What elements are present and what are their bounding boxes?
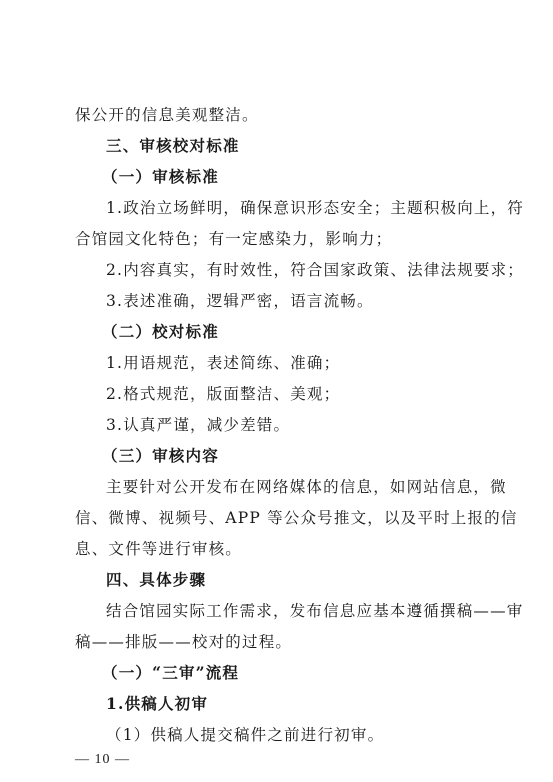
subsection-heading: （一）审核标准 (102, 167, 219, 186)
body-text-line: 结合馆园实际工作需求，发布信息应基本遵循撰稿——审 (106, 602, 524, 620)
body-text-line: 息、文件等进行审核。 (75, 540, 243, 558)
body-text-line: 1.政治立场鲜明，确保意识形态安全；主题积极向上，符 (106, 199, 524, 217)
body-text-line: （1）供稿人提交稿件之前进行初审。 (106, 726, 385, 744)
body-text-line: 3.表述准确，逻辑严密，语言流畅。 (106, 292, 374, 310)
body-text-line: 2.内容真实，有时效性，符合国家政策、法律法规要求； (106, 261, 524, 279)
body-text-line: 稿——排版——校对的过程。 (75, 633, 293, 651)
section-heading: 三、审核校对标准 (106, 137, 240, 155)
body-text-line: 1.用语规范，表述简练、准确； (106, 354, 341, 372)
body-text-line: 合馆园文化特色；有一定感染力，影响力； (75, 230, 393, 248)
page-number: — 10 — (75, 752, 130, 767)
section-heading: 四、具体步骤 (106, 571, 207, 589)
body-text-line: 信、微博、视频号、APP 等公众号推文，以及平时上报的信 (75, 509, 518, 527)
body-text-line: 主要针对公开发布在网络媒体的信息，如网站信息，微 (106, 478, 507, 496)
body-text-line: 保公开的信息美观整洁。 (75, 106, 259, 124)
subsection-heading: （二）校对标准 (102, 322, 219, 341)
subsection-heading: （三）审核内容 (102, 446, 219, 465)
body-text-line: 2.格式规范，版面整洁、美观； (106, 385, 341, 403)
sub-item-heading: 1.供稿人初审 (106, 694, 209, 713)
subsection-heading: （一）“三审”流程 (102, 663, 240, 682)
body-text-line: 3.认真严谨，减少差错。 (106, 416, 291, 434)
